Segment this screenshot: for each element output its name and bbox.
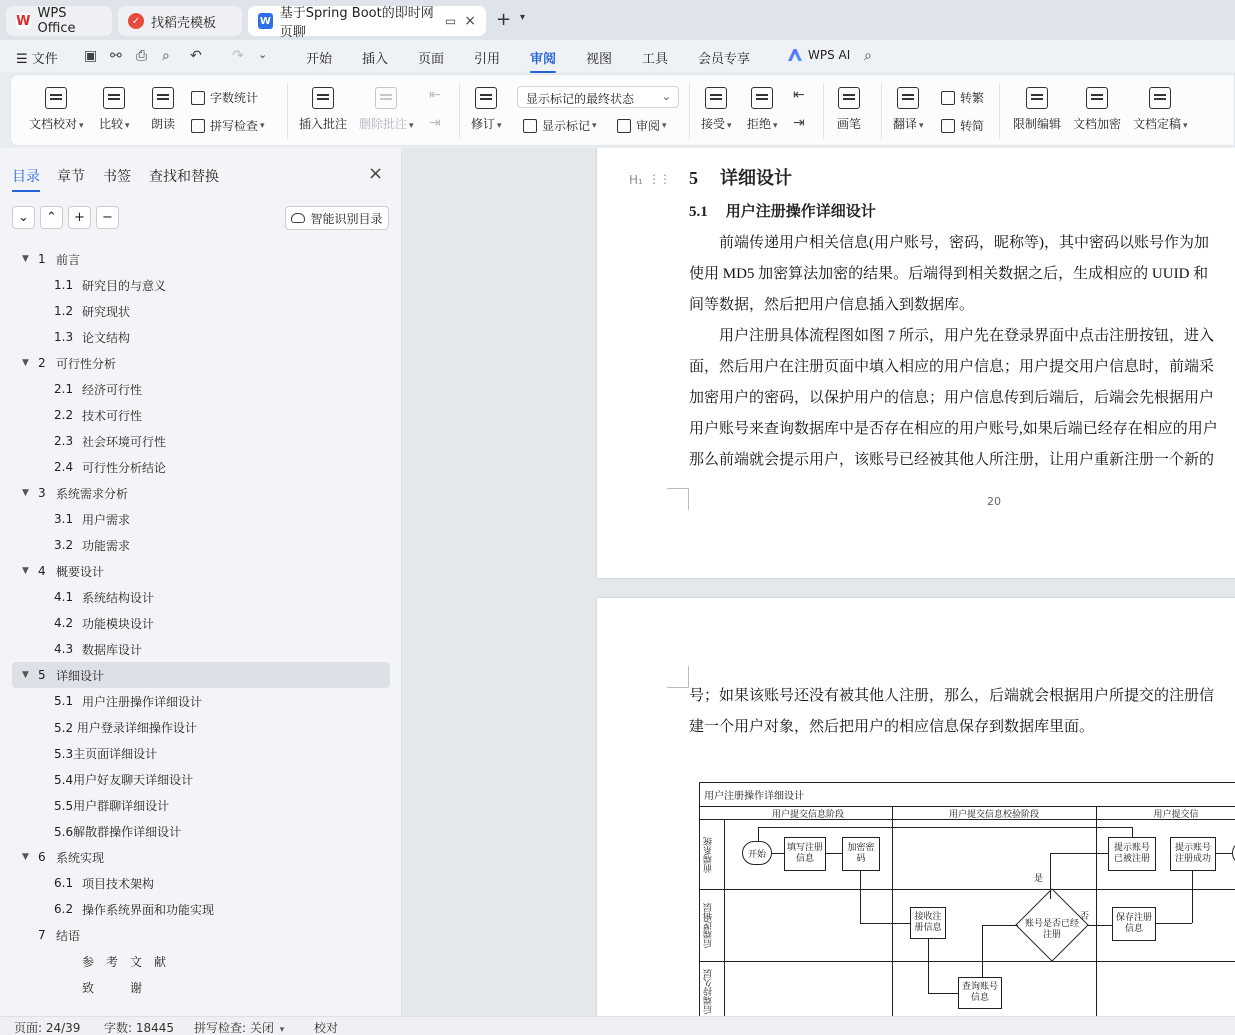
- menu-page[interactable]: 页面: [418, 52, 445, 67]
- tab-label: 基于Spring Boot的即时网页聊: [279, 6, 434, 40]
- search-icon[interactable]: ⌕: [864, 48, 872, 64]
- toc-item-label: 结语: [56, 928, 81, 943]
- reject-label: 拒绝: [747, 117, 772, 131]
- toc-item-label: 系统实现: [56, 850, 105, 865]
- toc-item-label: 可行性分析结论: [82, 460, 167, 475]
- paragraph-block: [689, 228, 1235, 476]
- flow-arrow: [1088, 925, 1112, 926]
- to-traditional-label: 转繁: [960, 91, 985, 105]
- link-icon[interactable]: ⚯: [110, 48, 122, 64]
- flow-arrow: [1050, 853, 1051, 899]
- toc-item-number: 1.1: [54, 278, 74, 292]
- review-ribbon: [10, 74, 1235, 146]
- flowchart-title: 用户注册操作详细设计: [704, 791, 804, 802]
- flow-arrow: [928, 993, 958, 994]
- start-node: 开始: [742, 841, 772, 865]
- reject-button[interactable]: 拒绝 ▾: [747, 87, 778, 132]
- lane-label: 前端系统: [704, 837, 714, 873]
- read-aloud-button[interactable]: [151, 87, 175, 132]
- compare-icon: [103, 87, 125, 109]
- panel-tab-find-replace[interactable]: 查找和替换: [149, 169, 219, 185]
- toc-item-label: 研究现状: [82, 304, 131, 319]
- heading-1-text: 详细设计: [720, 168, 792, 188]
- toc-item-number: 4.1: [54, 590, 74, 604]
- to-simplified-button[interactable]: [941, 117, 984, 134]
- quick-access-more-icon[interactable]: ⌄: [258, 48, 268, 61]
- paragraph-block: [689, 681, 1235, 743]
- flow-arrow: [860, 871, 861, 923]
- tab-label: WPS Office: [37, 6, 76, 36]
- read-aloud-label: 朗读: [151, 117, 176, 131]
- toc-item-label: 功能需求: [82, 538, 131, 553]
- save-icon[interactable]: ▣: [84, 48, 98, 64]
- toc-item[interactable]: [12, 506, 390, 532]
- toc-item-label: 社会环境可行性: [82, 434, 167, 449]
- page-number: 20: [987, 495, 1001, 508]
- expand-chevron-down-icon[interactable]: ⌄: [12, 206, 35, 229]
- menu-tools[interactable]: 工具: [642, 52, 669, 67]
- doc-proofread-button[interactable]: 文档校对 ▾: [29, 87, 84, 132]
- prev-revision-icon[interactable]: ⇤: [793, 87, 805, 103]
- ribbon-separator: [689, 83, 690, 139]
- flow-arrow: [1132, 827, 1133, 837]
- menu-review[interactable]: 审阅: [530, 48, 556, 67]
- flow-arrow: [758, 827, 759, 841]
- flow-arrow: [860, 923, 910, 924]
- heading-1: [689, 164, 792, 190]
- toc-item-label: 5.4用户好友聊天详细设计: [54, 772, 194, 787]
- toc-item[interactable]: [12, 324, 390, 350]
- add-heading-icon[interactable]: +: [68, 206, 91, 229]
- flow-arrow: [1192, 871, 1193, 923]
- delete-comment-button[interactable]: 删除批注 ▾: [359, 87, 414, 132]
- collapse-triangle-icon[interactable]: ▼: [22, 358, 29, 368]
- ribbon-separator: [459, 83, 460, 139]
- heading-2: [689, 200, 876, 221]
- print-preview-icon[interactable]: ⌕: [162, 48, 170, 64]
- word-count-icon: [191, 91, 205, 105]
- flow-arrow: [772, 853, 784, 854]
- insert-comment-button[interactable]: [299, 87, 347, 132]
- doc-encrypt-label: 文档加密: [1073, 117, 1122, 131]
- text-line: 用户注册具体流程图如图 7 所示，用户先在登录界面中点击注册按钮，进入: [719, 328, 1215, 344]
- toc-item[interactable]: [12, 870, 390, 896]
- translate-button[interactable]: 翻译 ▾: [893, 87, 924, 132]
- menu-reference[interactable]: 引用: [474, 52, 501, 67]
- undo-icon[interactable]: ↶: [190, 48, 202, 64]
- template-logo-icon: ✓: [128, 13, 144, 29]
- simplified-icon: [941, 119, 955, 133]
- toc-list: [12, 246, 390, 1000]
- smart-toc-button[interactable]: [285, 206, 389, 230]
- yes-label: 是: [1034, 874, 1044, 884]
- ribbon-separator: [999, 83, 1000, 139]
- toc-item[interactable]: [12, 428, 390, 454]
- collapse-triangle-icon[interactable]: ▼: [22, 254, 29, 264]
- toc-item[interactable]: [12, 688, 390, 714]
- toc-item[interactable]: [12, 376, 390, 402]
- new-tab-button[interactable]: +: [496, 9, 512, 30]
- flow-arrow: [1050, 853, 1108, 854]
- next-comment-icon[interactable]: ⇥: [429, 115, 441, 131]
- toc-item[interactable]: [12, 454, 390, 480]
- accept-icon: [705, 87, 727, 109]
- doc-finalize-button[interactable]: 文档定稿 ▾: [1133, 87, 1188, 132]
- prev-comment-icon[interactable]: ⇤: [429, 87, 441, 103]
- accept-label: 接受: [701, 117, 726, 131]
- show-markup-label: 显示标记: [542, 119, 591, 133]
- toc-item[interactable]: [12, 246, 390, 272]
- tab-list-chevron-icon[interactable]: ▾: [520, 12, 526, 23]
- doc-finalize-label: 文档定稿: [1133, 117, 1182, 131]
- toc-item[interactable]: [12, 714, 390, 740]
- lane-label: 后端逻辑层: [704, 903, 714, 949]
- heading-2-text: 用户注册操作详细设计: [725, 204, 876, 220]
- review-pane-icon: [617, 119, 631, 133]
- toc-item-number: 2.4: [54, 460, 74, 474]
- flow-line: [700, 889, 1235, 890]
- toc-item-number: 7: [38, 928, 46, 942]
- read-aloud-icon: [152, 87, 174, 109]
- toc-item-label: 论文结构: [82, 330, 131, 345]
- toc-item-label: 项目技术架构: [82, 876, 155, 891]
- toc-item[interactable]: [12, 402, 390, 428]
- wps-ai-button[interactable]: [788, 48, 850, 62]
- toc-item-number: 4.2: [54, 616, 74, 630]
- tab-document[interactable]: [248, 6, 486, 40]
- flow-arrow: [826, 853, 842, 854]
- toc-item[interactable]: [12, 662, 390, 688]
- print-icon[interactable]: ⎙: [136, 48, 148, 64]
- toc-item-label: 数据库设计: [82, 642, 143, 657]
- toc-item-number: 2.1: [54, 382, 74, 396]
- toc-item[interactable]: [12, 948, 390, 974]
- phase-label: 用户提交信息校验阶段: [948, 810, 1039, 820]
- toc-item-label: 功能模块设计: [82, 616, 155, 631]
- flow-line: [892, 807, 893, 1016]
- translate-label: 翻译: [893, 117, 918, 131]
- toc-item-label: 研究目的与意义: [82, 278, 167, 293]
- show-markup-button[interactable]: 显示标记 ▾: [523, 117, 597, 134]
- toc-item-label: 技术可行性: [82, 408, 143, 423]
- file-menu[interactable]: ☰ 文件: [16, 52, 58, 67]
- crop-mark: [667, 488, 689, 510]
- toc-item[interactable]: [12, 350, 390, 376]
- revise-icon: [475, 87, 497, 109]
- proofread-status[interactable]: 校对: [314, 1021, 339, 1035]
- ribbon-separator: [287, 83, 288, 139]
- collapse-chevron-up-icon[interactable]: ⌃: [40, 206, 63, 229]
- restrict-edit-button[interactable]: [1013, 87, 1061, 132]
- heading-level-icon[interactable]: H₁: [629, 173, 643, 187]
- spell-check-status[interactable]: 拼写检查: 关闭 ▾: [194, 1021, 285, 1035]
- menu-insert[interactable]: 插入: [362, 52, 389, 67]
- text-line: 前端传递用户相关信息(用户账号，密码，昵称等)，其中密码以账号作为加: [719, 235, 1209, 251]
- toc-item-number: 1.3: [54, 330, 74, 344]
- word-count-button[interactable]: [191, 89, 258, 106]
- text-line: 号；如果该账号还没有被其他人注册，那么，后端就会根据用户所提交的注册信: [689, 688, 1215, 704]
- ribbon-separator: [881, 83, 882, 139]
- toc-item-number: 5: [38, 668, 46, 682]
- delete-comment-label: 删除批注: [359, 117, 408, 131]
- toc-item-label: 概要设计: [56, 564, 105, 579]
- accept-button[interactable]: 接受 ▾: [701, 87, 732, 132]
- toc-item-number: 6.1: [54, 876, 74, 890]
- toc-item[interactable]: [12, 740, 390, 766]
- toc-item-label: 用户注册操作详细设计: [82, 694, 203, 709]
- toc-item[interactable]: [12, 844, 390, 870]
- no-label: 否: [1080, 912, 1090, 922]
- menu-home[interactable]: 开始: [306, 52, 333, 67]
- toc-item-label: 5.6解散群操作详细设计: [54, 824, 182, 839]
- toc-item-label: 用户需求: [82, 512, 131, 527]
- markup-state-value: 显示标记的最终状态: [526, 92, 635, 106]
- revise-button[interactable]: 修订 ▾: [471, 87, 502, 132]
- remove-heading-icon[interactable]: −: [96, 206, 119, 229]
- text-line: 建一个用户对象，然后把用户的相应信息保存到数据库里面。: [689, 719, 1095, 735]
- flow-arrow: [1216, 853, 1232, 854]
- smart-recognize-icon: [291, 213, 305, 223]
- pen-label: 画笔: [837, 117, 862, 131]
- redo-icon[interactable]: ↷: [232, 48, 244, 64]
- tab-wps-office[interactable]: [6, 6, 112, 36]
- tip-registered-node: 提示账号已被注册: [1108, 837, 1156, 871]
- show-markup-icon: [523, 119, 537, 133]
- toc-item-number: 6.2: [54, 902, 74, 916]
- menu-member[interactable]: 会员专享: [698, 52, 751, 67]
- toc-item-number: 2: [38, 356, 46, 370]
- toc-item[interactable]: [12, 610, 390, 636]
- toc-item-number: 1: [38, 252, 46, 266]
- navigation-panel: [0, 148, 402, 1016]
- toc-item[interactable]: [12, 974, 390, 1000]
- toc-item[interactable]: [12, 792, 390, 818]
- toc-item[interactable]: [12, 818, 390, 844]
- revise-label: 修订: [471, 117, 496, 131]
- toc-item[interactable]: [12, 532, 390, 558]
- title-tab-bar: [0, 0, 1235, 40]
- decision-label: 账号是否已经注册: [1024, 919, 1079, 940]
- close-panel-icon[interactable]: ×: [368, 163, 384, 184]
- toc-item-label: 可行性分析: [56, 356, 117, 371]
- toc-item-number: 4: [38, 564, 46, 578]
- status-bar: [0, 1016, 1235, 1035]
- toc-item-number: 4.3: [54, 642, 74, 656]
- flow-arrow: [982, 925, 983, 977]
- toc-item-number: 6: [38, 850, 46, 864]
- to-simplified-label: 转简: [960, 119, 985, 133]
- toc-item[interactable]: [12, 584, 390, 610]
- close-tab-icon[interactable]: ×: [464, 13, 476, 29]
- spell-check-status-label: 拼写检查: 关闭: [194, 1021, 274, 1035]
- wps-ai-icon: [788, 49, 802, 61]
- toc-item[interactable]: [12, 922, 390, 948]
- text-line: 用户账号来查询数据库中是否存在相应的用户账号,如果后端已经存在相应的用户: [689, 421, 1218, 437]
- toc-item[interactable]: [12, 636, 390, 662]
- word-count-indicator[interactable]: 字数: 18445: [104, 1021, 175, 1035]
- drag-handle-icon[interactable]: ⋮⋮: [648, 172, 670, 186]
- flow-arrow: [758, 827, 1132, 828]
- toc-item-label: 详细设计: [56, 668, 105, 683]
- toc-item-number: 2.2: [54, 408, 74, 422]
- tip-success-node: 提示账号注册成功: [1170, 837, 1216, 871]
- toc-item[interactable]: [12, 896, 390, 922]
- collapse-triangle-icon[interactable]: ▼: [22, 852, 29, 862]
- page-indicator[interactable]: 页面: 24/39: [14, 1021, 81, 1035]
- proofread-icon: [45, 87, 67, 109]
- chevron-down-icon: ⌄: [661, 90, 671, 103]
- panel-tab-sections[interactable]: 章节: [57, 169, 85, 185]
- reject-icon: [751, 87, 773, 109]
- tab-templates[interactable]: [118, 6, 242, 36]
- to-traditional-button[interactable]: [941, 89, 984, 106]
- compare-label: 比较: [99, 117, 124, 131]
- toc-item[interactable]: [12, 766, 390, 792]
- toc-item[interactable]: [12, 558, 390, 584]
- wps-logo-icon: W: [16, 13, 31, 29]
- phase-label: 用户提交信: [1153, 810, 1199, 820]
- crop-mark: [667, 666, 689, 688]
- smart-toc-label: 智能识别目录: [310, 211, 383, 226]
- flow-arrow: [982, 925, 1018, 926]
- toc-item[interactable]: [12, 480, 390, 506]
- encrypt-doc-icon: [1086, 87, 1108, 109]
- toc-item-number: 3.1: [54, 512, 74, 526]
- toc-item-number: 5.1: [54, 694, 74, 708]
- pen-button[interactable]: [837, 87, 861, 132]
- word-count-label: 字数统计: [210, 91, 259, 105]
- ribbon-separator: [823, 83, 824, 139]
- writer-logo-icon: W: [258, 13, 273, 29]
- toc-item-label: 5.5用户群聊详细设计: [54, 798, 170, 813]
- compare-button[interactable]: 比较 ▾: [99, 87, 130, 132]
- doc-proofread-label: 文档校对: [29, 117, 78, 131]
- file-menu-label: 文件: [31, 52, 58, 67]
- insert-comment-label: 插入批注: [299, 117, 348, 131]
- review-pane-label: 审阅: [636, 119, 661, 133]
- wps-ai-label: WPS AI: [808, 48, 851, 62]
- toc-item[interactable]: [12, 272, 390, 298]
- panel-tab-bookmarks[interactable]: 书签: [103, 169, 131, 185]
- spell-check-label: 拼写检查: [210, 119, 259, 133]
- toc-item-label: 5.3主页面详细设计: [54, 746, 158, 761]
- screen-icon[interactable]: ▭: [444, 14, 457, 28]
- flow-arrow: [928, 939, 929, 993]
- delete-comment-icon: [375, 87, 397, 109]
- collapse-triangle-icon[interactable]: ▼: [22, 566, 29, 576]
- restrict-edit-label: 限制编辑: [1013, 117, 1062, 131]
- toc-item-number: 3: [38, 486, 46, 500]
- toc-item-label: 经济可行性: [82, 382, 143, 397]
- markup-state-select[interactable]: [517, 86, 679, 108]
- collapse-triangle-icon[interactable]: ▼: [22, 670, 29, 680]
- toc-item-label: 致 谢: [82, 980, 143, 995]
- finalize-doc-icon: [1149, 87, 1171, 109]
- toc-item-label: 参 考 文 献: [82, 954, 167, 969]
- phase-label: 用户提交信息阶段: [771, 810, 844, 820]
- pen-icon: [838, 87, 860, 109]
- toc-item-number: 2.3: [54, 434, 74, 448]
- panel-tab-toc[interactable]: 目录: [12, 166, 40, 186]
- query-account-node: 查询账号信息: [958, 977, 1002, 1009]
- text-line: 面，然后用户在注册页面中填入相应的用户信息；用户提交用户信息时，前端采: [689, 359, 1215, 375]
- document-area[interactable]: [403, 148, 1235, 1016]
- lane-label: 后端持久层: [704, 969, 714, 1015]
- toc-item-label: 5.2 用户登录详细操作设计: [54, 720, 197, 735]
- heading-2-number: 5.1: [689, 204, 708, 220]
- doc-encrypt-button[interactable]: [1073, 87, 1121, 132]
- flowchart: [699, 782, 1235, 1016]
- flow-line: [724, 819, 725, 1016]
- flow-line: [1096, 807, 1097, 1016]
- flow-line: [700, 961, 1235, 962]
- encrypt-password-node: 加密密码: [842, 837, 880, 871]
- toc-item-label: 前言: [56, 252, 81, 267]
- spell-check-button[interactable]: 拼写检查 ▾: [191, 117, 265, 134]
- spell-check-icon: [191, 119, 205, 133]
- next-revision-icon[interactable]: ⇥: [793, 115, 805, 131]
- collapse-triangle-icon[interactable]: ▼: [22, 488, 29, 498]
- menu-view[interactable]: 视图: [586, 52, 613, 67]
- text-line: 使用 MD5 加密算法加密的结果。后端得到相关数据之后，生成相应的 UUID 和: [689, 266, 1209, 282]
- toc-item-label: 系统结构设计: [82, 590, 155, 605]
- menu-bar: [0, 40, 1235, 72]
- toc-item-label: 系统需求分析: [56, 486, 129, 501]
- review-pane-button[interactable]: 审阅 ▾: [617, 117, 667, 134]
- tab-label: 找稻壳模板: [151, 15, 217, 31]
- text-line: 间等数据，然后把用户信息插入到数据库。: [689, 297, 975, 313]
- translate-icon: [897, 87, 919, 109]
- fill-info-node: 填写注册信息: [784, 837, 826, 871]
- text-line: 加密用户的密码，以保护用户的信息；用户信息传到后端后，后端会先根据用户: [689, 390, 1215, 406]
- toc-item-label: 操作系统界面和功能实现: [82, 902, 215, 917]
- receive-info-node: 接收注册信息: [910, 907, 946, 939]
- toc-item-number: 1.2: [54, 304, 74, 318]
- save-info-node: 保存注册信息: [1112, 907, 1156, 941]
- lock-doc-icon: [1026, 87, 1048, 109]
- traditional-icon: [941, 91, 955, 105]
- insert-comment-icon: [312, 87, 334, 109]
- toc-item-number: 3.2: [54, 538, 74, 552]
- flow-arrow: [1156, 923, 1192, 924]
- toc-item[interactable]: [12, 298, 390, 324]
- heading-1-number: 5: [689, 168, 698, 188]
- text-line: 那么前端就会提示用户，该账号已经被其他人所注册，让用户重新注册一个新的: [689, 452, 1215, 468]
